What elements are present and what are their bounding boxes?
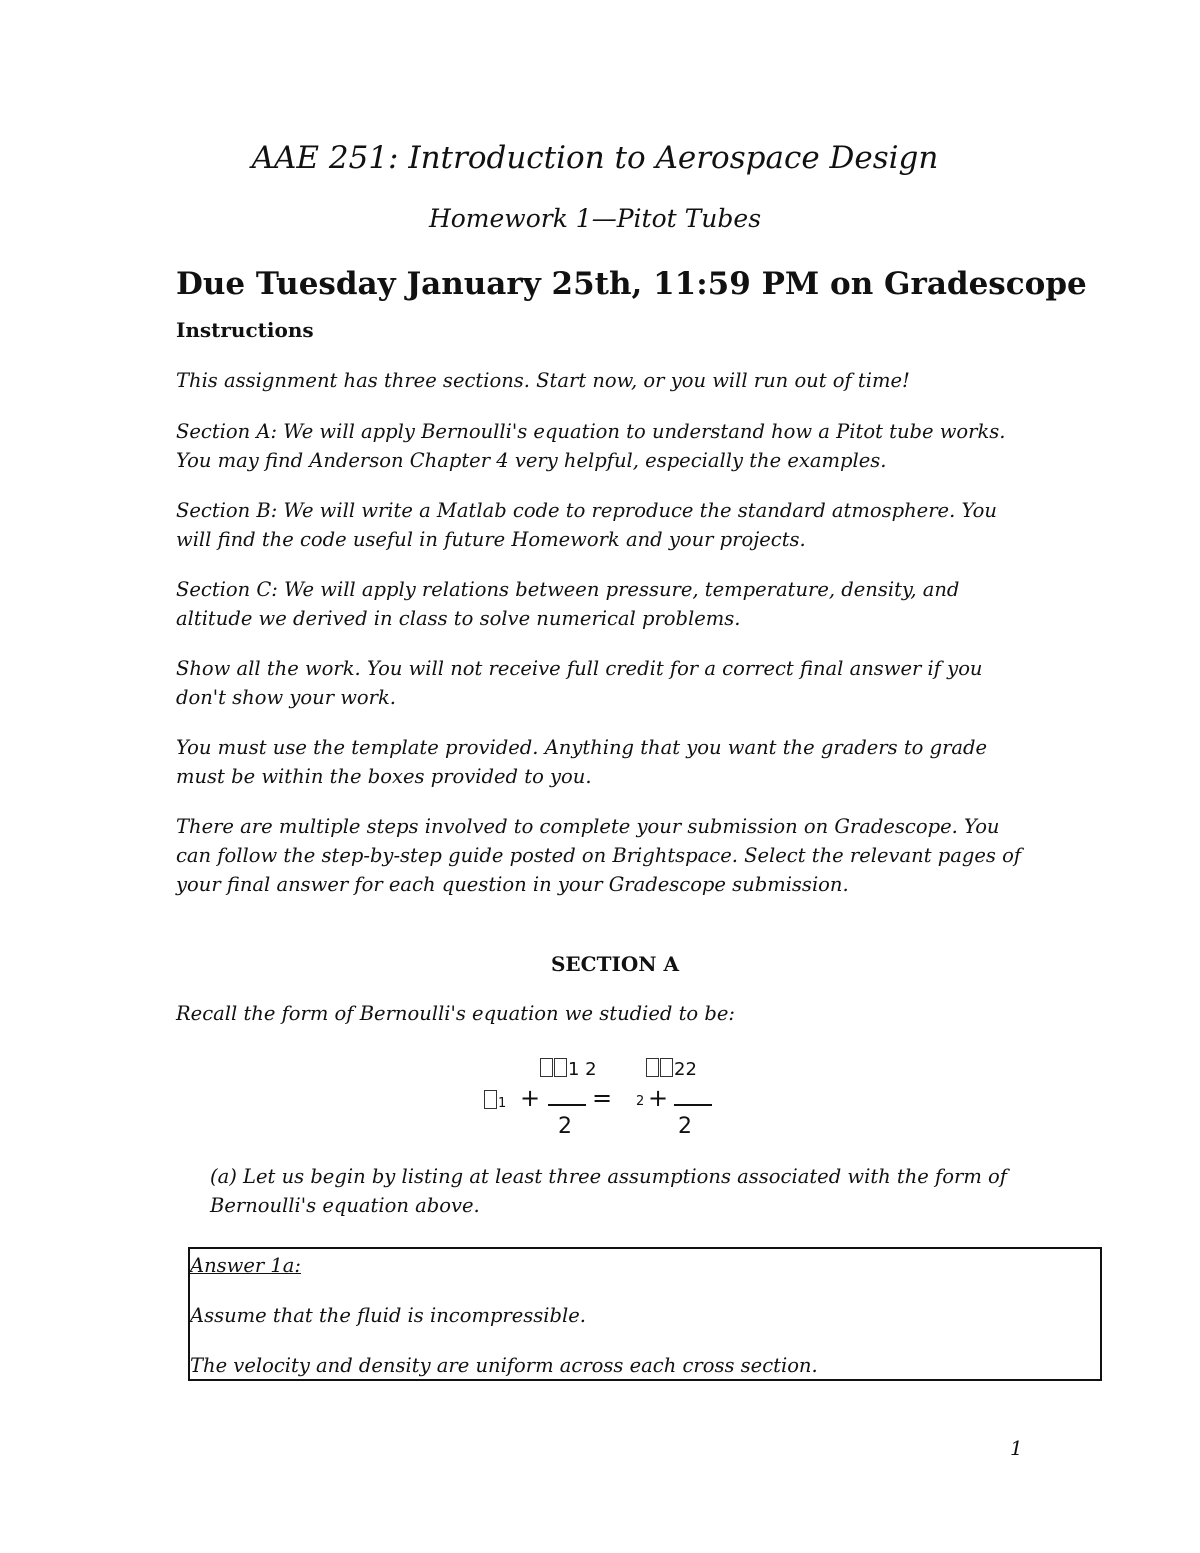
velocity-glyph: [660, 1058, 673, 1077]
fraction-bar-right: [674, 1104, 712, 1106]
paragraph-template: You must use the template provided. Anything that you want the graders to grade must be within the boxes provided to you.: [176, 736, 988, 788]
answer-1a-line-1: Assume that the fluid is incompressible.: [190, 1304, 586, 1327]
numerator-left: 1 2: [540, 1058, 597, 1080]
paragraph-show-work: Show all the work. You will not receive full credit for a correct final answer if you don't show your work.: [176, 657, 983, 709]
pressure-glyph: [484, 1090, 497, 1109]
rho-glyph: [540, 1058, 553, 1077]
plus-sign-left: +: [520, 1084, 541, 1112]
bernoulli-intro: Recall the form of Bernoulli's equation we studied to be:: [176, 1002, 735, 1025]
paragraph-section-b: Section B: We will write a Matlab code to reproduce the standard atmosphere. You will find the code useful in future Homework and your projects.: [176, 499, 997, 551]
pressure-term-2-subscript: 2: [636, 1094, 645, 1109]
velocity-glyph: [554, 1058, 567, 1077]
page-number: 1: [1010, 1436, 1023, 1460]
plus-sign-right: +: [648, 1084, 669, 1112]
answer-1a-label: Answer 1a:: [190, 1254, 302, 1277]
course-title: AAE 251: Introduction to Aerospace Design: [251, 140, 939, 176]
paragraph-intro: This assignment has three sections. Start now, or you will run out of time!: [176, 369, 910, 392]
denominator-left: 2: [558, 1114, 572, 1139]
paragraph-submission: There are multiple steps involved to complete your submission on Gradescope. You can follow the step-by-step guide posted on Brightspace. Select the relevant pages of your final answer for each question in your Gradescope submission.: [176, 815, 1022, 896]
paragraph-section-a: Section A: We will apply Bernoulli's equation to understand how a Pitot tube works. You may find Anderson Chapter 4 very helpful, especially the examples.: [176, 420, 1006, 472]
question-1a: (a) Let us begin by listing at least three assumptions associated with the form of Bernoulli's equation above.: [210, 1165, 1007, 1217]
instructions-heading: Instructions: [176, 318, 314, 342]
bernoulli-equation: [480, 1054, 720, 1144]
pressure-term-1: 1: [484, 1088, 506, 1112]
paragraph-section-c: Section C: We will apply relations between pressure, temperature, density, and altitude we derived in class to solve numerical problems.: [176, 578, 960, 630]
denominator-right: 2: [678, 1114, 692, 1139]
numerator-right: 22: [646, 1058, 697, 1080]
section-a-heading: SECTION A: [550, 952, 680, 976]
rho-glyph: [646, 1058, 659, 1077]
homework-title: Homework 1—Pitot Tubes: [428, 204, 762, 233]
due-date-heading: Due Tuesday January 25th, 11:59 PM on Gradescope: [176, 266, 1087, 302]
equals-sign: =: [592, 1084, 613, 1112]
answer-1a-line-2: The velocity and density are uniform across each cross section.: [190, 1354, 818, 1377]
fraction-bar-left: [548, 1104, 586, 1106]
